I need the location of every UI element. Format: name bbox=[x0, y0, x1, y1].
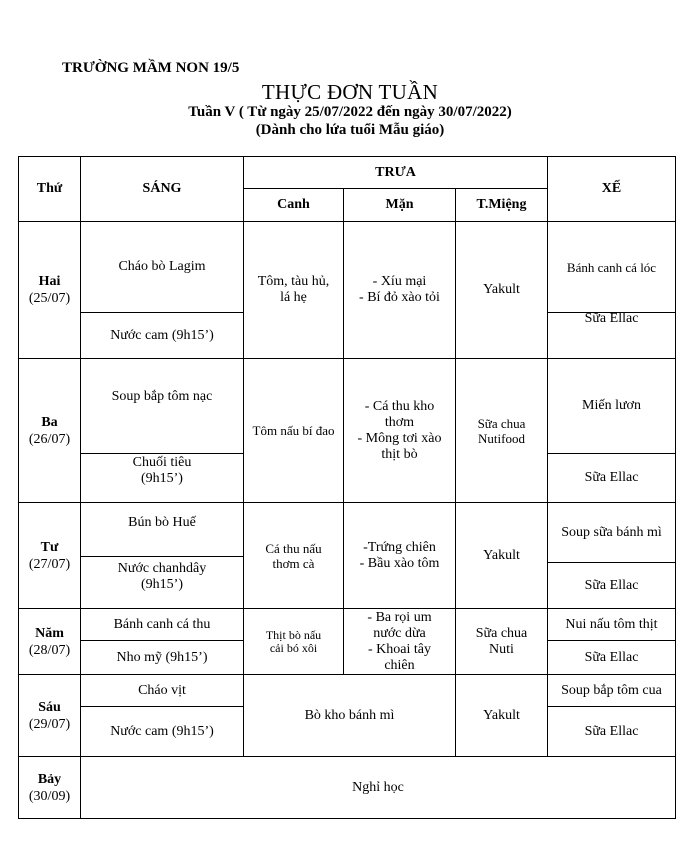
morning-meal: Bún bò Huế bbox=[128, 515, 196, 530]
lunch-savory: -Trứng chiên - Bầu xào tôm bbox=[359, 539, 440, 571]
header-morning: SÁNG bbox=[142, 181, 182, 196]
morning-meal: Soup bắp tôm nạc bbox=[111, 389, 213, 404]
lunch-dessert: Yakult bbox=[483, 547, 520, 563]
morning-meal: Cháo bò Lagim bbox=[118, 259, 206, 274]
morning-snack: Nước cam (9h15’) bbox=[110, 723, 214, 739]
lunch-dessert: Sữa chua Nuti bbox=[475, 625, 528, 657]
lunch-soup: Thịt bò nấu cải bó xôi bbox=[265, 627, 322, 655]
day-cell bbox=[19, 675, 80, 756]
week-range: Tuần V ( Từ ngày 25/07/2022 đến ngày 30/07/2022) bbox=[188, 104, 512, 120]
day-name: Sáu bbox=[38, 699, 61, 715]
day-off-note: Nghỉ học bbox=[352, 779, 404, 795]
afternoon-milk: Sữa Ellac bbox=[584, 311, 639, 326]
lunch-savory: - Ba rọi um nước dừa - Khoai tây chiên bbox=[367, 609, 432, 673]
lunch-savory: - Cá thu kho thơm - Mông tơi xào thịt bò bbox=[357, 398, 442, 462]
header-savory: Mặn bbox=[385, 197, 414, 212]
morning-snack: Nước chanhdây (9h15’) bbox=[117, 561, 207, 592]
day-name: Hai bbox=[38, 274, 61, 289]
day-date: (30/09) bbox=[28, 788, 71, 804]
morning-snack: Chuối tiêu (9h15’) bbox=[132, 455, 192, 486]
morning-snack: Nho mỹ (9h15’) bbox=[116, 649, 208, 665]
lunch-soup: Cá thu nấu thơm cà bbox=[265, 540, 322, 571]
day-date: (26/07) bbox=[28, 431, 71, 447]
lunch-dessert: Sữa chua Nutifood bbox=[477, 415, 526, 446]
day-name: Tư bbox=[40, 539, 59, 555]
morning-snack: Nước cam (9h15’) bbox=[110, 327, 214, 343]
afternoon-milk: Sữa Ellac bbox=[584, 577, 639, 593]
header-lunch: TRƯA bbox=[375, 164, 416, 180]
day-cell bbox=[19, 757, 80, 818]
day-name: Bảy bbox=[37, 771, 62, 787]
afternoon-meal: Nui nấu tôm thịt bbox=[565, 616, 658, 632]
day-cell bbox=[19, 359, 80, 502]
page-title: THỰC ĐƠN TUẦN bbox=[261, 80, 439, 104]
lunch-dessert: Yakult bbox=[483, 282, 520, 297]
afternoon-meal: Soup sữa bánh mì bbox=[561, 524, 662, 540]
morning-meal: Bánh canh cá thu bbox=[113, 616, 211, 632]
header-day: Thứ bbox=[36, 181, 63, 196]
day-date: (29/07) bbox=[28, 716, 71, 732]
audience-note: (Dành cho lứa tuổi Mẫu giáo) bbox=[255, 122, 445, 138]
afternoon-meal: Miến lươn bbox=[582, 398, 641, 413]
school-name: TRƯỜNG MẦM NON 19/5 bbox=[62, 60, 240, 76]
day-cell bbox=[19, 609, 80, 674]
morning-meal: Cháo vịt bbox=[138, 682, 186, 698]
header-soup: Canh bbox=[277, 197, 310, 212]
header-dessert: T.Miệng bbox=[476, 197, 527, 212]
afternoon-milk: Sữa Ellac bbox=[584, 470, 639, 485]
afternoon-meal: Bánh canh cá lóc bbox=[566, 259, 657, 275]
day-date: (28/07) bbox=[28, 642, 71, 658]
afternoon-milk: Sữa Ellac bbox=[584, 723, 639, 739]
day-cell bbox=[19, 503, 80, 608]
lunch-merged: Bò kho bánh mì bbox=[304, 707, 395, 723]
lunch-savory: - Xíu mại - Bí đỏ xào tỏi bbox=[359, 274, 440, 305]
day-cell bbox=[19, 222, 80, 358]
day-name: Ba bbox=[41, 414, 58, 430]
afternoon-meal: Soup bắp tôm cua bbox=[561, 682, 662, 698]
day-name: Năm bbox=[35, 625, 64, 641]
lunch-dessert: Yakult bbox=[483, 707, 520, 723]
day-date: (25/07) bbox=[28, 291, 71, 306]
afternoon-milk: Sữa Ellac bbox=[584, 649, 639, 665]
header-afternoon: XẾ bbox=[601, 181, 622, 196]
lunch-soup: Tôm nấu bí đao bbox=[252, 423, 335, 438]
day-date: (27/07) bbox=[28, 556, 71, 572]
lunch-soup: Tôm, tàu hủ, lá hẹ bbox=[257, 274, 330, 305]
